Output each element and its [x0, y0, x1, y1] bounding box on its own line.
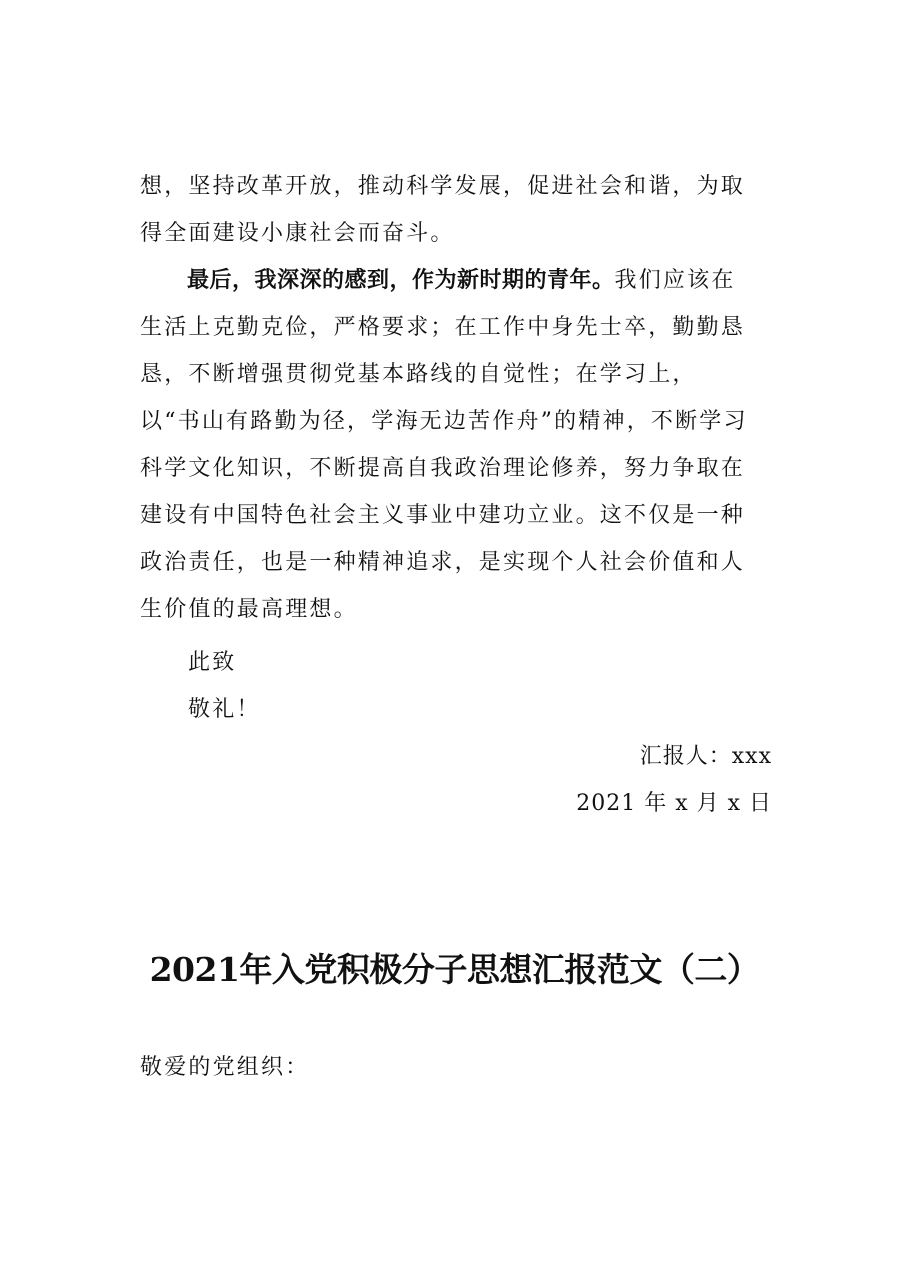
reporter-signature: 汇报人：xxx	[639, 744, 772, 769]
closing-line-2: 敬礼！	[188, 697, 261, 722]
closing-line-1: 此致	[188, 650, 237, 675]
continued-paragraph: 想，坚持改革开放，推动科学发展，促进社会和谐，为取得全面建设小康社会而奋斗。	[140, 174, 746, 246]
report-date: 2021 年 x 月 x 日	[576, 791, 772, 816]
final-paragraph-body: 我们应该在生活上克勤克俭，严格要求；在工作中身先士卒，勤勤恳恳，不断增强贯彻党基本路线的自觉性；在学习上，以“书山有路勤为径，学海无边苦作舟”的精神，不断学习科学文化知识，不断提高自我政治理论修养，努力争取在建设有中国特色社会主义事业中建功立业。这不仅是一种政治责任，也是一种精神追求，是实现个人社会价值和人生价值的最高理想。	[140, 268, 748, 622]
final-paragraph-bold-lead: 最后，我深深的感到，作为新时期的青年。	[187, 268, 615, 293]
next-article-salutation: 敬爱的党组织：	[140, 1055, 310, 1080]
final-paragraph	[140, 257, 750, 633]
next-article-title: 2021年入党积极分子思想汇报范文（二）	[149, 950, 760, 989]
